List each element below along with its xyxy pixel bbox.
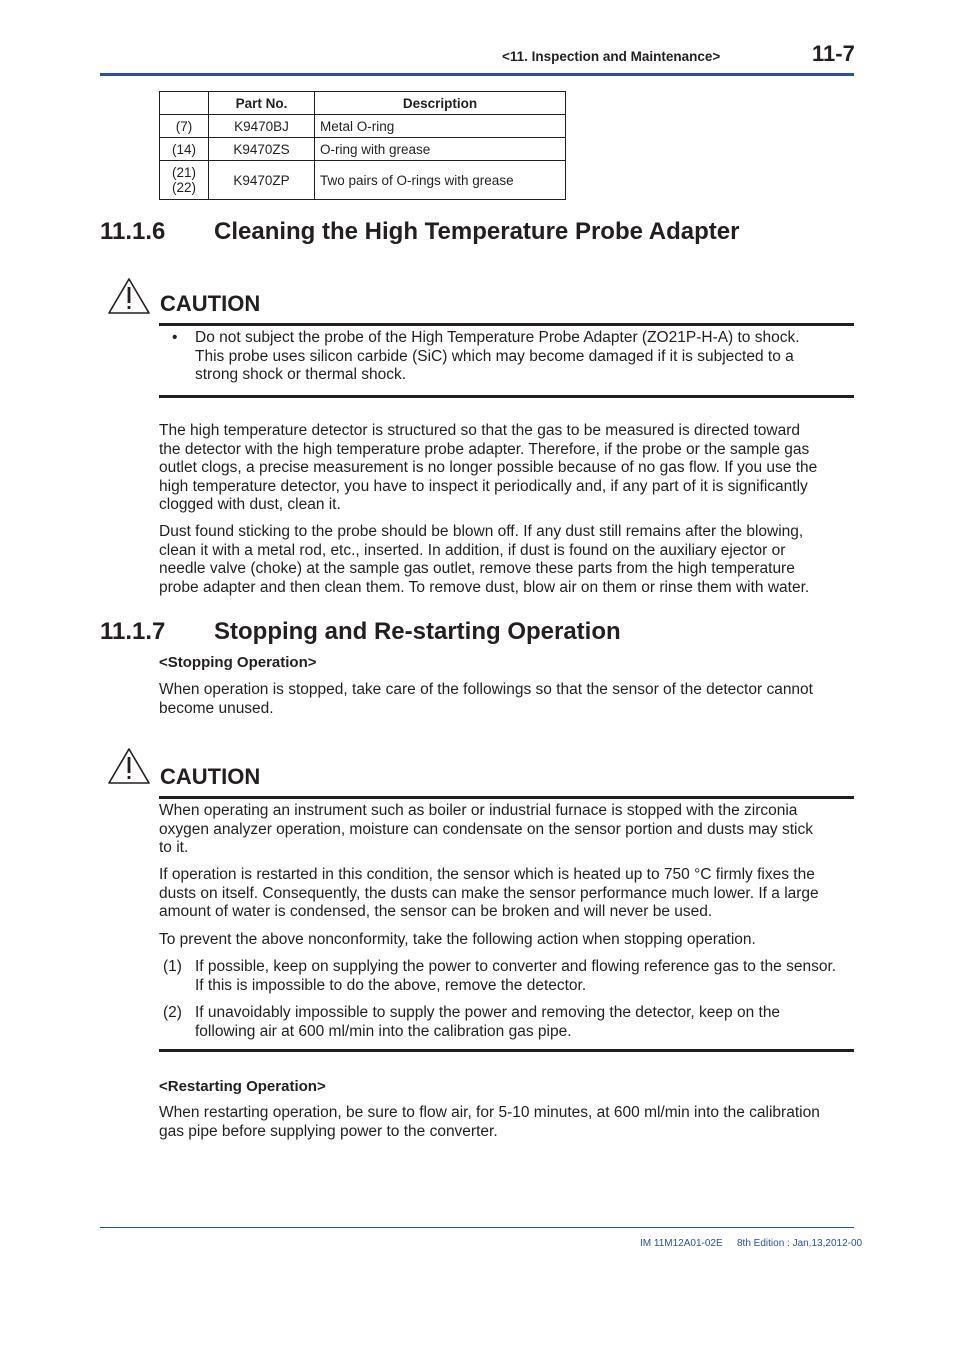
paragraph: [159, 1104, 854, 1141]
caution-top-rule: [159, 323, 854, 326]
num-line: (21): [171, 165, 196, 180]
caution-bottom-rule: [159, 395, 854, 398]
text-line: become unused.: [159, 699, 274, 717]
caution-paragraph: [159, 866, 854, 922]
table-cell-part: K9470ZP: [209, 161, 315, 200]
num-line: (22): [171, 180, 196, 195]
text-line: needle valve (choke) at the sample gas outlet, remove these parts from the high temperature: [159, 560, 795, 578]
table-header-cell: Description: [315, 92, 566, 115]
paragraph: [159, 681, 854, 718]
bullet-marker: •: [172, 329, 178, 346]
caution-bottom-rule: [159, 1049, 854, 1052]
text-line: clogged with dust, clean it.: [159, 496, 341, 514]
section-title: Stopping and Re-starting Operation: [214, 618, 621, 645]
text-line: The high temperature detector is structured so that the gas to be measured is directed toward: [159, 422, 801, 439]
caution-paragraph: [159, 802, 854, 858]
subheading-restarting: <Restarting Operation>: [159, 1078, 326, 1095]
list-item: [195, 958, 855, 995]
caution-paragraph: To prevent the above nonconformity, take the following action when stopping operation.: [159, 931, 756, 948]
text-line: If this is impossible to do the above, remove the detector.: [195, 976, 587, 994]
edition-info: 8th Edition : Jan.13,2012-00: [737, 1238, 863, 1249]
caution-title: CAUTION: [160, 291, 261, 316]
subheading-stopping: <Stopping Operation>: [159, 654, 317, 671]
section-heading-11-1-6: [100, 218, 739, 246]
paragraph: [159, 422, 854, 515]
page-number: 11-7: [812, 41, 855, 66]
table-cell-desc: O-ring with grease: [315, 138, 566, 161]
text-line: clean it with a metal rod, etc., inserted. In addition, if dust is found on the auxiliary ejector or: [159, 541, 786, 559]
text-line: following air at 600 ml/min into the calibration gas pipe.: [195, 1022, 572, 1040]
caution-top-rule: [159, 796, 854, 799]
list-item-number: (1): [163, 958, 182, 975]
text-line: outlet clogs, a precise measurement is no longer possible because of no gas flow. If you use the: [159, 459, 818, 477]
table-header-cell: [160, 92, 209, 115]
text-line: If possible, keep on supplying the power to converter and flowing reference gas to the sensor.: [195, 958, 837, 975]
running-header: <11. Inspection and Maintenance>: [502, 49, 721, 64]
section-number: 11.1.7: [100, 618, 166, 645]
header-rule: [100, 73, 854, 76]
table-cell-num: [160, 161, 209, 200]
parts-table: [159, 91, 566, 200]
text-line: When operating an instrument such as boiler or industrial furnace is stopped with the zirconia: [159, 802, 798, 819]
table-row: [160, 161, 566, 200]
document-id: IM 11M12A01-02E: [640, 1238, 723, 1249]
caution-title: CAUTION: [160, 764, 261, 789]
text-line: the detector with the high temperature probe adapter. Therefore, if the probe or the sample gas: [159, 440, 810, 458]
table-header-row: [160, 92, 566, 115]
paragraph: [159, 523, 854, 597]
section-number: 11.1.6: [100, 218, 166, 245]
text-line: amount of water is condensed, the sensor can be broken and will never be used.: [159, 903, 713, 921]
caution-text: [195, 329, 855, 385]
text-line: When restarting operation, be sure to flow air, for 5-10 minutes, at 600 ml/min into the calibration: [159, 1104, 820, 1121]
footer-rule: [100, 1227, 854, 1228]
table-cell-num: (14): [160, 138, 209, 161]
table-cell-desc: Metal O-ring: [315, 115, 566, 138]
text-line: When operation is stopped, take care of the followings so that the sensor of the detector cannot: [159, 681, 813, 698]
list-item-number: (2): [163, 1004, 182, 1021]
section-title: Cleaning the High Temperature Probe Adapter: [214, 218, 740, 245]
text-line: probe adapter and then clean them. To remove dust, blow air on them or rinse them with water.: [159, 578, 810, 596]
text-line: oxygen analyzer operation, moisture can condensate on the sensor portion and dusts may stick: [159, 820, 813, 838]
section-heading-11-1-7: [100, 618, 621, 646]
text-line: dusts on itself. Consequently, the dusts can make the sensor performance much lower. If a large: [159, 884, 819, 902]
warning-triangle-icon: [107, 277, 151, 315]
text-line: Do not subject the probe of the High Temperature Probe Adapter (ZO21P-H-A) to shock.: [195, 329, 800, 346]
table-cell-num: (7): [160, 115, 209, 138]
text-line: gas pipe before supplying power to the converter.: [159, 1122, 498, 1140]
table-row: [160, 115, 566, 138]
text-line: strong shock or thermal shock.: [195, 366, 407, 384]
table-cell-part: K9470ZS: [209, 138, 315, 161]
text-line: If unavoidably impossible to supply the power and removing the detector, keep on the: [195, 1004, 781, 1021]
text-line: This probe uses silicon carbide (SiC) which may become damaged if it is subjected to a: [195, 347, 794, 365]
list-item: [195, 1004, 855, 1041]
text-line: Dust found sticking to the probe should be blown off. If any dust still remains after the blowing,: [159, 523, 804, 540]
text-line: high temperature detector, you have to inspect it periodically and, if any part of it is significantly: [159, 477, 808, 495]
table-cell-desc: Two pairs of O-rings with grease: [315, 161, 566, 200]
table-row: [160, 138, 566, 161]
text-line: to it.: [159, 839, 189, 857]
table-cell-part: K9470BJ: [209, 115, 315, 138]
table-header-cell: Part No.: [209, 92, 315, 115]
text-line: If operation is restarted in this condition, the sensor which is heated up to 750 °C firmly fixes the: [159, 866, 815, 883]
warning-triangle-icon: [107, 747, 151, 785]
